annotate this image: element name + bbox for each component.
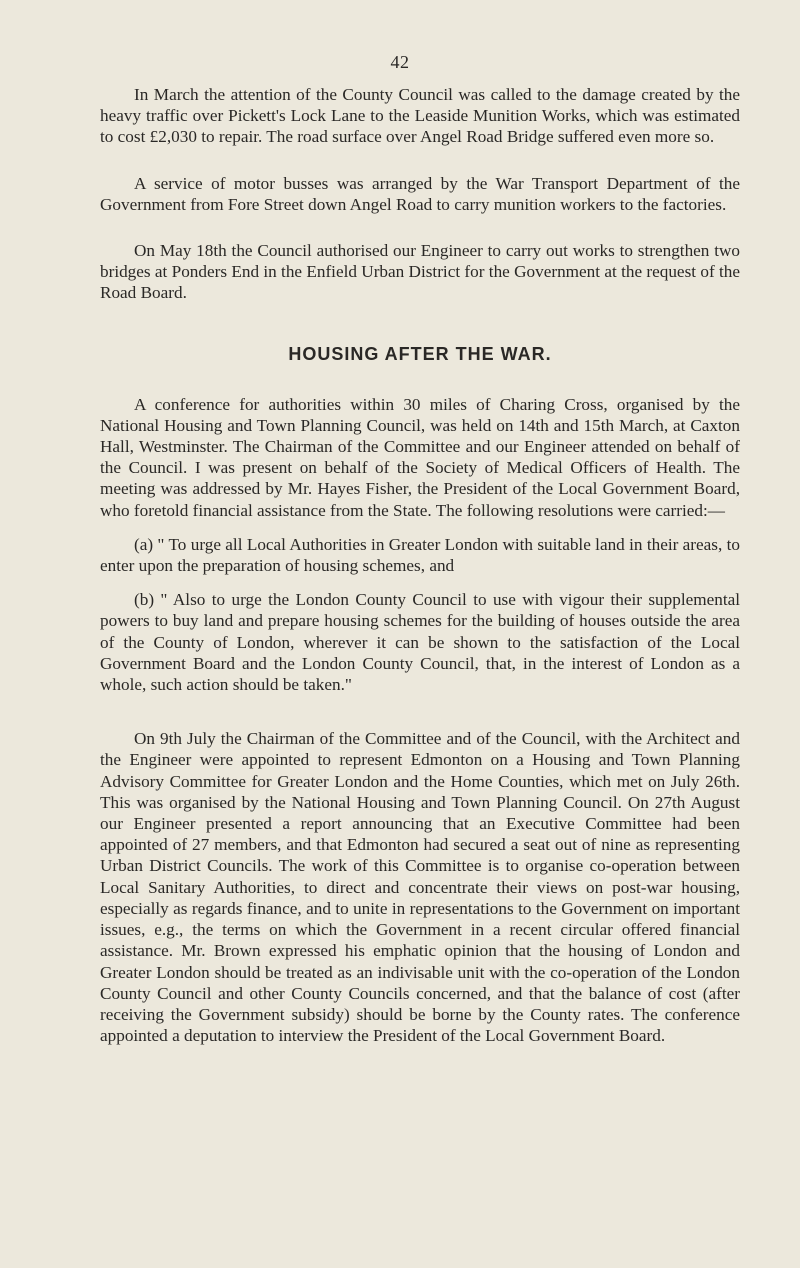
paragraph-motor-busses: A service of motor busses was arranged by the War Transport Department of the Government from Fore Street down Angel Road to carry munition workers to the factories. [100, 173, 740, 214]
paragraph-resolution-a: (a) " To urge all Local Authorities in Greater London with suitable land in their areas, to enter upon the preparation of housing schemes, and [100, 534, 740, 576]
paragraph-conference: A conference for authorities within 30 miles of Charing Cross, organised by the National Housing and Town Planning Council, was held on 14th and 15th March, at Caxton Hall, Westminster. The Chairman of the Committee and our Engineer attended on behalf of the Council. I was present on behalf of the Society of Medical Officers of Health. The meeting was addressed by Mr. Hayes Fisher, the President of the Local Government Board, who foretold financial assistance from the State. The following resolutions were carried:— [100, 394, 740, 520]
section-heading-housing: HOUSING AFTER THE WAR. [288, 343, 552, 364]
paragraph-resolution-b: (b) " Also to urge the London County Council to use with vigour their supplemental powers to buy land and prepare housing schemes for the building of houses outside the area of the County of London, wherever it can be shown to the satisfaction of the Local Government Board and the London County Council, that, in the interest of London as a whole, such action should be taken." [100, 590, 740, 695]
document-body [100, 84, 740, 1046]
paragraph-advisory-committee: On 9th July the Chairman of the Committee and of the Council, with the Architect and the Engineer were appointed to represent Edmonton on a Housing and Town Planning Advisory Committee for Greater London and the Home Counties, which met on July 26th. This was organised by the National Housing and Town Planning Council. On 27th August our Engineer presented a report announcing that an Executive Committee had been appointed of 27 members, and that Edmonton had secured a seat out of nine as representing Urban District Councils. The work of this Committee is to organise co-operation between Local Sanitary Authorities, to direct and concentrate their views on post-war housing, especially as regards finance, and to unite in representations to the Government on important issues, e.g., the terms on which the Government in a recent circular offered financial assistance. Mr. Brown expressed his emphatic opinion that the housing of London and Greater London should be treated as an indivisable unit with the co-operation of the London County Council and other County Councils concerned, and that the balance of cost (after receiving the Government subsidy) should be borne by the County rates. The conference appointed a deputation to interview the President of the Local Government Board. [100, 729, 740, 1046]
paragraph-bridges: On May 18th the Council authorised our Engineer to carry out works to strengthen two bridges at Ponders End in the Enfield Urban District for the Government at the request of the Road Board. [100, 241, 740, 303]
page-number: 42 [390, 52, 410, 72]
paragraph-road-damage: In March the attention of the County Council was called to the damage created by the heavy traffic over Pickett's Lock Lane to the Leaside Munition Works, which was estimated to cost £2,030 to repair. The road surface over Angel Road Bridge suffered even more so. [100, 85, 740, 147]
